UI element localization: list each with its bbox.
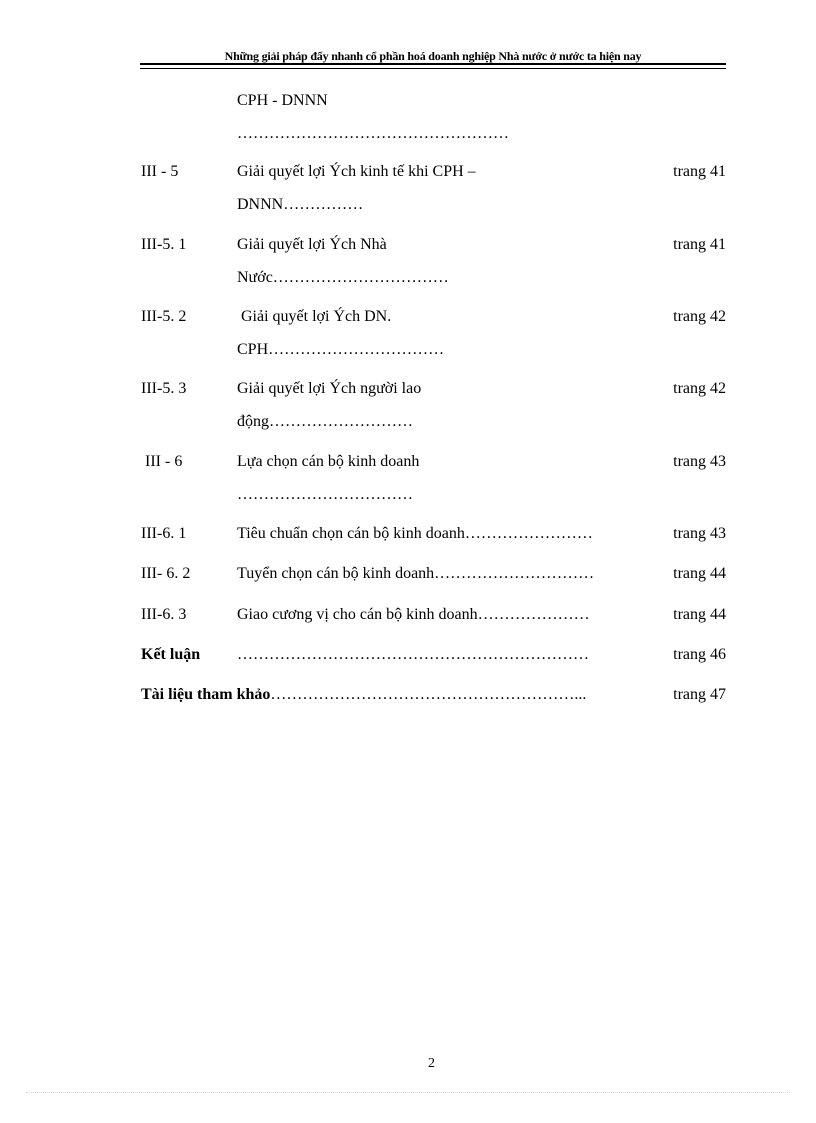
toc-page: trang 46: [673, 646, 726, 663]
toc-title: [237, 155, 657, 221]
toc-title: [237, 517, 657, 550]
toc-title-line-1: Tuyển chọn cán bộ kinh doanh…………………………: [237, 565, 595, 582]
toc-page: trang 41: [673, 163, 726, 180]
toc-code: III-6. 1: [141, 525, 187, 542]
toc-title-line-1: Giải quyết lợi Ých kinh tế khi CPH –: [237, 163, 476, 180]
toc-code: III-5. 1: [141, 236, 187, 253]
toc-title-line-2: CPH……………………………: [237, 341, 445, 358]
toc-code: III-6. 3: [141, 606, 187, 623]
toc-title-line-1: Giải quyết lợi Ých Nhà: [237, 236, 387, 253]
toc-references-text: [141, 678, 586, 711]
toc-code: III- 6. 2: [141, 565, 191, 582]
toc-title: [237, 557, 657, 590]
toc-code: III-5. 3: [141, 380, 187, 397]
toc-title: [237, 598, 657, 631]
toc-title-line-2: Nước……………………………: [237, 269, 449, 286]
toc-title: [237, 228, 657, 294]
toc-title: [237, 638, 657, 671]
toc-page: trang 47: [673, 686, 726, 703]
toc-title: [237, 445, 657, 511]
toc-code: III - 5: [141, 163, 179, 180]
toc-title-line-1: Giao cương vị cho cán bộ kinh doanh…………………: [237, 606, 590, 623]
toc-title: [237, 84, 657, 150]
toc-title-line-2: ……………………………………………: [237, 125, 509, 142]
toc-page: trang 42: [673, 380, 726, 397]
toc-title-line-1: Tiêu chuẩn chọn cán bộ kinh doanh……………………: [237, 525, 593, 542]
toc-page: trang 43: [673, 453, 726, 470]
toc-title-line-1: Giải quyết lợi Ých người lao: [237, 380, 422, 397]
toc-code: III - 6: [141, 453, 183, 470]
toc-leader-dots: …………………………………………………………: [237, 646, 589, 663]
toc-title-line-2: DNNN……………: [237, 196, 364, 213]
toc-title-line-1: CPH - DNNN: [237, 92, 328, 109]
toc-title-line-2: ……………………………: [237, 486, 413, 503]
toc-references-label: Tài liệu tham khảo: [141, 686, 271, 703]
toc-page: trang 44: [673, 565, 726, 582]
running-header: Những giải pháp đẩy nhanh cổ phần hoá doanh nghiệp Nhà nước ở nước ta hiện nay: [224, 49, 642, 63]
toc-code: III-5. 2: [141, 308, 187, 325]
toc-title: [237, 372, 657, 438]
page-number: 2: [428, 1056, 435, 1071]
toc-page: trang 44: [673, 606, 726, 623]
toc-title: [237, 300, 657, 366]
toc-leader-dots: …………………………………………………...: [270, 686, 587, 703]
toc-page: trang 43: [673, 525, 726, 542]
toc-title-line-1: Lựa chọn cán bộ kinh doanh: [237, 453, 420, 470]
toc-title-line-2: động………………………: [237, 413, 413, 430]
toc-title-line-1: Giải quyết lợi Ých DN.: [237, 308, 392, 325]
page-bottom-divider: [26, 1092, 790, 1093]
toc-conclusion-label: Kết luận: [141, 646, 201, 663]
toc-page: trang 41: [673, 236, 726, 253]
toc-page: trang 42: [673, 308, 726, 325]
